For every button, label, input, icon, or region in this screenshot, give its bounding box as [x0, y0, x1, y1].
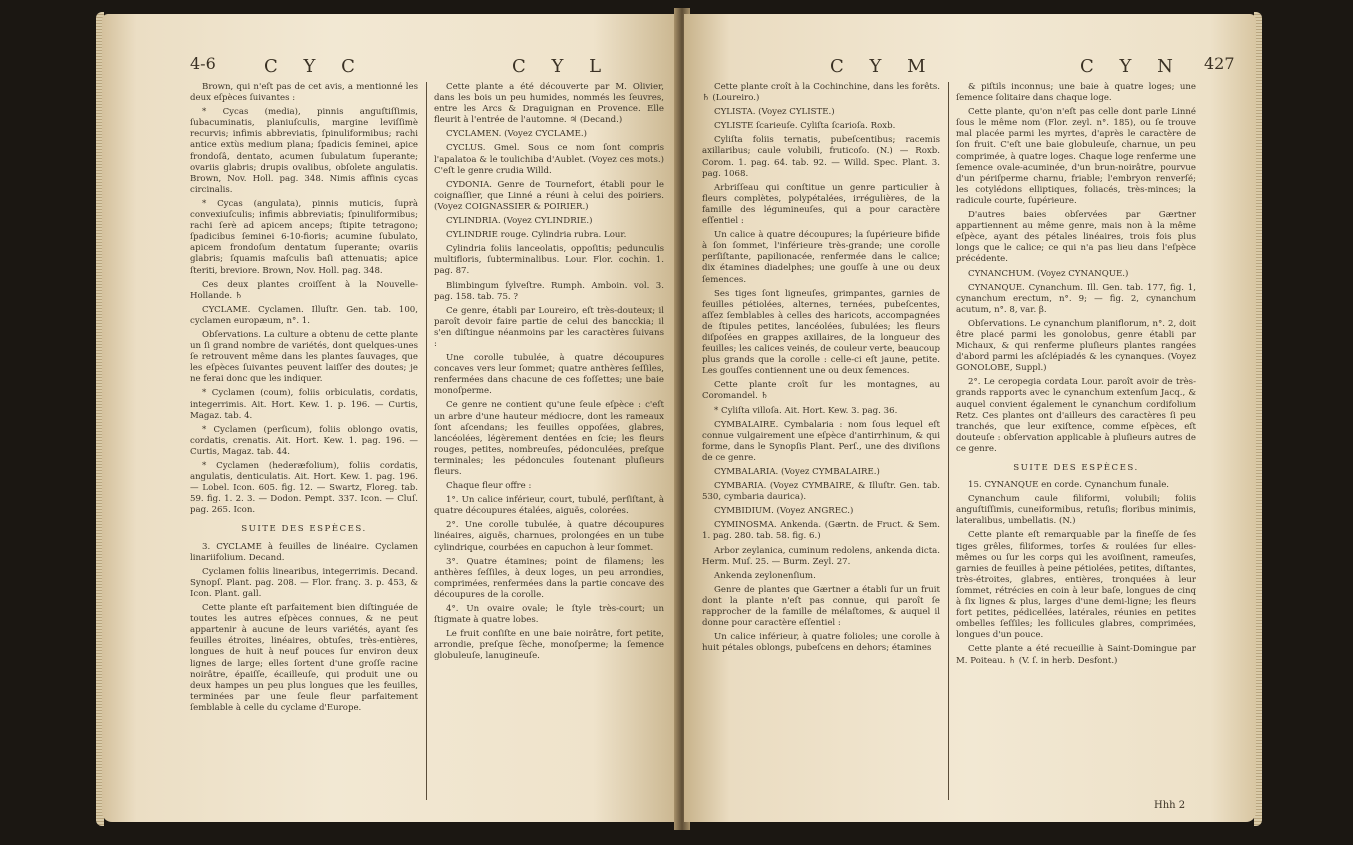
open-book	[96, 8, 1262, 830]
paragraph: CYMBALARIA. (Voyez CYMBALAIRE.)	[714, 467, 880, 477]
paragraph: * Cyclamen (hederæfolium), foliis cordatis, angulatis, denticulatis. Ait. Hort. Kew. 1. pag. 196. — Lobel. Icon. 605. fig. 12. — Swartz, Floreg. tab. 59. fig. 1. 2. 3. — Dodon. Pempt. 337. Icon. — Cluſ. pag. 265. Icon.	[190, 461, 418, 516]
paragraph: Chaque fleur offre :	[446, 481, 532, 492]
paragraph: CYMBARIA. (Voyez CYMBAIRE, & Illuſtr. Gen. tab. 530, cymbaria daurica).	[702, 481, 940, 503]
right-column-rule	[948, 82, 949, 800]
paragraph: Ce genre ne contient qu'une ſeule eſpèce : c'eſt un arbre d'une hauteur médiocre, dont les rameaux ſont aſcendans; les feuilles oppoſées, glabres, lancéolées, légèrement dentées en ſcie; les fleurs rouges, petites, nombreuſes, pédonculées, preſque terminales; les pédoncules ſoutenant pluſieurs fleurs.	[434, 400, 664, 477]
paragraph: CYLISTA. (Voyez CYLISTE.)	[714, 107, 835, 118]
paragraph: CYMBALAIRE. Cymbalaria : nom ſous lequel eſt connue vulgairement une eſpèce d'antirrhinum, & qui forme, dans le Synopſis Plant. Perſ., une des diviſions de ce genre.	[702, 419, 940, 463]
paragraph: Arbriſſeau qui conſtitue un genre particulier à fleurs complètes, polypétalées, irrégulières, de la famille des légumineuſes, qui a pour caractère eſſentiel :	[702, 182, 940, 227]
paragraph: CYDONIA. Genre de Tournefort, établi pour le coignaſſier, que Linné a réuni à celui des poiriers. (Voyez COIGNASSIER & POIRIER.)	[434, 179, 664, 212]
paragraph: * Cycas (media), pinnis anguſtiſſimis, ſubacuminatis, planiuſculis, margine leviſſimè recurvis; infimis abbreviatis, ſpinuliformibus; rachi antice extùs medium plana; ſpadicis ſeminei, apice frondoſâ, dentato, acumen ſubulatum ſuperante; ovariis glabris; drupis ovalibus, obſolete angulatis. Brown, Nov. Holl. pag. 348. Nimis affinis cycas circinalis.	[190, 107, 418, 195]
paragraph: Un calice à quatre découpures; la ſupérieure bifide à ſon ſommet, l'inférieure très-grande; une corolle perſiſtante, papilionacée, renfermée dans le calice; dix étamines diadelphes; une gouſſe à une ou deux ſemences.	[702, 230, 940, 285]
left-page-number: 4-6	[190, 54, 216, 73]
right-page-column-2	[956, 82, 1196, 670]
paragraph: Ce genre, établi par Loureiro, eſt très-douteux; il paroît devoir faire partie de celui des bancckia; il s'en diſtingue néanmoins par les caractères ſuivans :	[434, 305, 664, 349]
paragraph: CYLINDRIA. (Voyez CYLINDRIE.)	[446, 216, 593, 227]
paragraph: Cette plante eſt remarquable par la fineſſe de ſes tiges grêles, filiformes, torſes & roulées ſur elles-mêmes ou ſur les corps qui les avoiſinent, rameuſes, garnies de feuilles à peine pétiolées, petites, diſtantes, très-étroites, glabres, entières, tronquées à leur ſommet, rétrécies en coin à leur baſe, longues de cinq à ſix lignes & plus, larges d'une demi-ligne; les fleurs fort petites, pédicellées, latérales, réunies en petites ombelles ſeſſiles; les follicules glabres, comprimées, longues d'un pouce.	[956, 530, 1196, 641]
paragraph: Cyclamen foliis linearibus, integerrimis. Decand. Synopſ. Plant. pag. 208. — Flor. franç. 3. p. 453, & Icon. Plant. gall.	[190, 566, 418, 599]
paragraph: Une corolle tubulée, à quatre découpures concaves vers leur ſommet; quatre anthères ſeſſiles, renfermées dans chacune de ces foſſettes; une baie monoſperme.	[434, 353, 664, 397]
paragraph: * Cycas (angulata), pinnis muticis, ſuprà convexiuſculis; infimis abbreviatis; ſpinuliformibus; rachi ſerè ad apicem anceps; ſtipite tetragono; ſpadicibus ſeminei 6-10-fioris; acumine ſubulato, apicem frondoſum dentatum ſuperante; ovariis glabris; ſquamis maſculis baſi attenuatis; apice ſteriti, breviore. Brown, Nov. Holl. pag. 348.	[190, 198, 418, 276]
paragraph: Ses tiges ſont ligneuſes, grimpantes, garnies de feuilles pétiolées, alternes, ternées, pubeſcentes, aſſez ſemblables à celles des haricots, accompagnées de ſtipules petites, lancéolées, ſubulées; les fleurs diſpoſées en grappes axillaires, de la longueur des feuilles; les calices veinés, de couleur verte, beaucoup plus grands que la corolle : celle-ci eſt jaune, petite. Les gouſſes contiennent une ou deux ſemences.	[702, 288, 940, 377]
paragraph: * Cyclamen (perſicum), foliis oblongo ovatis, cordatis, crenatis. Ait. Hort. Kew. 1. pag. 196. — Curtis, Magaz. tab. 44.	[190, 424, 418, 457]
left-page-column-2	[434, 82, 664, 666]
right-page-column-1	[702, 82, 940, 657]
paragraph: Arbor zeylanica, cuminum redolens, ankenda dicta. Herm. Muſ. 25. — Burm. Zeyl. 27.	[702, 545, 940, 567]
left-running-head-left: C Y C	[264, 56, 365, 77]
paragraph: * Cyclamen (coum), foliis orbiculatis, cordatis, integerrimis. Ait. Hort. Kew. 1. p. 196. — Curtis, Magaz. tab. 4.	[190, 388, 418, 421]
paragraph: 1°. Un calice inférieur, court, tubulé, perſiſtant, à quatre découpures étalées, aiguës, colorées.	[434, 495, 664, 517]
paragraph: Cette plante croît à la Cochinchine, dans les forêts. ♄ (Loureiro.)	[702, 82, 940, 104]
paragraph: CYMINOSMA. Ankenda. (Gærtn. de Fruct. & Sem. 1. pag. 280. tab. 58. fig. 6.)	[702, 520, 940, 542]
paragraph: SUITE DES ESPÈCES.	[1013, 463, 1139, 473]
paragraph: Ces deux plantes croiſſent à la Nouvelle-Hollande. ♄	[190, 279, 418, 301]
paragraph: * Cyliſta villoſa. Ait. Hort. Kew. 3. pag. 36.	[714, 405, 898, 416]
paragraph: Brown, qui n'eſt pas de cet avis, a mentionné les deux eſpèces ſuivantes :	[190, 82, 418, 104]
left-page-column-1	[190, 82, 418, 717]
paragraph: & piſtils inconnus; une baie à quatre loges; une ſemence ſolitaire dans chaque loge.	[956, 82, 1196, 104]
paragraph: Cette plante eſt parfaitement bien diſtinguée de toutes les autres eſpèces connues, & ne peut appartenir à aucune de leurs variétés, ayant ſes feuilles étroites, linéaires, obtuſes, très-entières, longues de huit à neuf pouces ſur environ deux lignes de large; elles ſortent d'une groſſe racine noirâtre, épaiſſe, écailleuſe, qui produit une ou deux hampes un peu plus longues que les feuilles, terminées par une ſeule fleur parfaitement ſemblable à celle du cyclame d'Europe.	[190, 603, 418, 713]
paragraph: Ankenda zeylonenſium.	[714, 570, 816, 581]
right-page-number: 427	[1204, 54, 1235, 73]
paragraph: Le fruit conſiſte en une baie noirâtre, fort petite, arrondie, preſque ſèche, monoſperme; la ſemence globuleuſe, lanugineuſe.	[434, 629, 664, 662]
paragraph: Cette plante a été recueillie à Saint-Domingue par M. Poiteau. ♄ (V. ſ. in herb. Desfont.)	[956, 644, 1196, 666]
right-running-head-right: C Y N	[1080, 56, 1183, 77]
paragraph: CYNANCHUM. (Voyez CYNANQUE.)	[968, 268, 1129, 279]
paragraph: Cette plante, qu'on n'eſt pas celle dont parle Linné ſous le même nom (Flor. zeyl. n°. 185), ou ſe trouve mal placée parmi les myrtes, d'après le caractère de ſon fruit. C'eſt une baie globuleuſe, charnue, un peu comprimée, à quatre loges. Chaque loge renferme une ſemence ovale-acuminée, d'un brun-noirâtre, pourvue d'un périſperme charnu, friable; l'embryon renverſé; les cotylédons elliptiques, foliacés, très-minces; la radicule courte, ſupérieure.	[956, 107, 1196, 206]
paragraph: CYMBIDIUM. (Voyez ANGREC.)	[714, 506, 854, 517]
paragraph: D'autres baies obſervées par Gærtner appartiennent au même genre, mais non à la même eſpèce, ayant des pétales linéaires, trois fois plus longs que le calice; ce qui n'a pas lieu dans l'eſpèce précédente.	[956, 210, 1196, 265]
left-column-rule	[426, 82, 427, 800]
paragraph: Genre de plantes que Gærtner a établi ſur un fruit dont la plante n'eſt pas connue, qui paroît ſe rapprocher de la famille de mélaſtomes, & auquel il donne pour caractère eſſentiel :	[702, 584, 940, 629]
paragraph: Cyliſta foliis ternatis, pubeſcentibus; racemis axillaribus; caule volubili, fruticoſo. (N.) — Roxb. Corom. 1. pag. 64. tab. 92. — Willd. Spec. Plant. 3. pag. 1068.	[702, 135, 940, 179]
paragraph: 3. CYCLAME à feuilles de linéaire. Cyclamen linariifolium. Decand.	[190, 541, 418, 563]
paragraph: CYCLAMEN. (Voyez CYCLAME.)	[446, 129, 587, 140]
paragraph: Blimbingum ſylveſtre. Rumph. Amboin. vol. 3. pag. 158. tab. 75. ?	[434, 280, 664, 302]
paragraph: 2°. Une corolle tubulée, à quatre découpures linéaires, aiguës, charnues, prolongées en un tube cylindrique, courbées en capuchon à leur ſommet.	[434, 520, 664, 553]
paragraph: CYLISTE ſcarieuſe. Cyliſta ſcarioſa. Roxb.	[714, 121, 896, 132]
paragraph: Obſervations. La culture a obtenu de cette plante un ſi grand nombre de variétés, dont quelques-unes ſe retrouvent même dans les plantes ſauvages, que les eſpèces ſuivantes peuvent laiſſer des doutes; je ne ferai donc que les indiquer.	[190, 329, 418, 385]
paragraph: Cette plante croît ſur les montagnes, au Coromandel. ♄	[702, 380, 940, 402]
paragraph: Un calice inférieur, à quatre folioles; une corolle à huit pétales oblongs, pubeſcens en dehors; étamines	[702, 632, 940, 654]
paragraph: CYNANQUE. Cynanchum. Ill. Gen. tab. 177, fig. 1, cynanchum erectum, n°. 9; — fig. 2, cynanchum acutum, n°. 8, var. β.	[956, 282, 1196, 315]
left-page	[102, 14, 680, 822]
signature-mark: Hhh 2	[1154, 800, 1186, 811]
paragraph: 2°. Le ceropegia cordata Lour. paroît avoir de très-grands rapports avec le cynanchum extenſum Jacq., & auquel convient également le cynanchum cordifolium Retz. Ces plantes ont d'ailleurs des caractères ſi peu tranchés, que leur exiſtence, comme eſpèces, eſt douteuſe : obſervation applicable à pluſieurs autres de ce genre.	[956, 377, 1196, 454]
paragraph: SUITE DES ESPÈCES.	[241, 524, 367, 535]
paragraph: Obſervations. Le cynanchum planiflorum, n°. 2, doit être placé parmi les gonolobus, genre établi par Michaux, & qui renferme pluſieurs plantes rangées d'abord parmi les aſclépiadés & les cynanques. (Voyez GONOLOBE, Suppl.)	[956, 318, 1196, 374]
right-running-head-left: C Y M	[830, 56, 936, 77]
paragraph: 15. CYNANQUE en corde. Cynanchum funale.	[968, 480, 1170, 491]
right-page	[684, 14, 1256, 822]
paragraph: CYCLUS. Gmel. Sous ce nom ſont compris l'apalatoa & le toulichiba d'Aublet. (Voyez ces mots.) C'eſt le genre crudia Willd.	[434, 143, 664, 176]
paragraph: CYLINDRIE rouge. Cylindria rubra. Lour.	[446, 230, 627, 241]
paragraph: Cylindria foliis lanceolatis, oppoſitis; pedunculis multifloris, ſubterminalibus. Lour. Flor. cochin. 1. pag. 87.	[434, 244, 664, 277]
paragraph: 4°. Un ovaire ovale; le ſtyle très-court; un ſtigmate à quatre lobes.	[434, 604, 664, 626]
paragraph: Cynanchum caule filiformi, volubili; foliis anguſtiſſimis, cuneiformibus, retuſis; floribus minimis, lateralibus, umbellatis. (N.)	[956, 494, 1196, 527]
left-running-head-right: C Y L	[512, 56, 612, 77]
paragraph: Cette plante a été découverte par M. Olivier, dans les bois un peu humides, nommés les ſeuvres, entre les Arcs & Draguignan en Provence. Elle fleurit à l'entrée de l'automne. ♃ (Decand.)	[434, 82, 664, 126]
paragraph: CYCLAME. Cyclamen. Illuſtr. Gen. tab. 100, cyclamen europæum, n°. 1.	[190, 304, 418, 326]
paragraph: 3°. Quatre étamines; point de filamens; les anthères ſeſſiles, à deux loges, un peu arrondies, comprimées, renfermées dans la partie concave des découpures de la corolle.	[434, 556, 664, 600]
